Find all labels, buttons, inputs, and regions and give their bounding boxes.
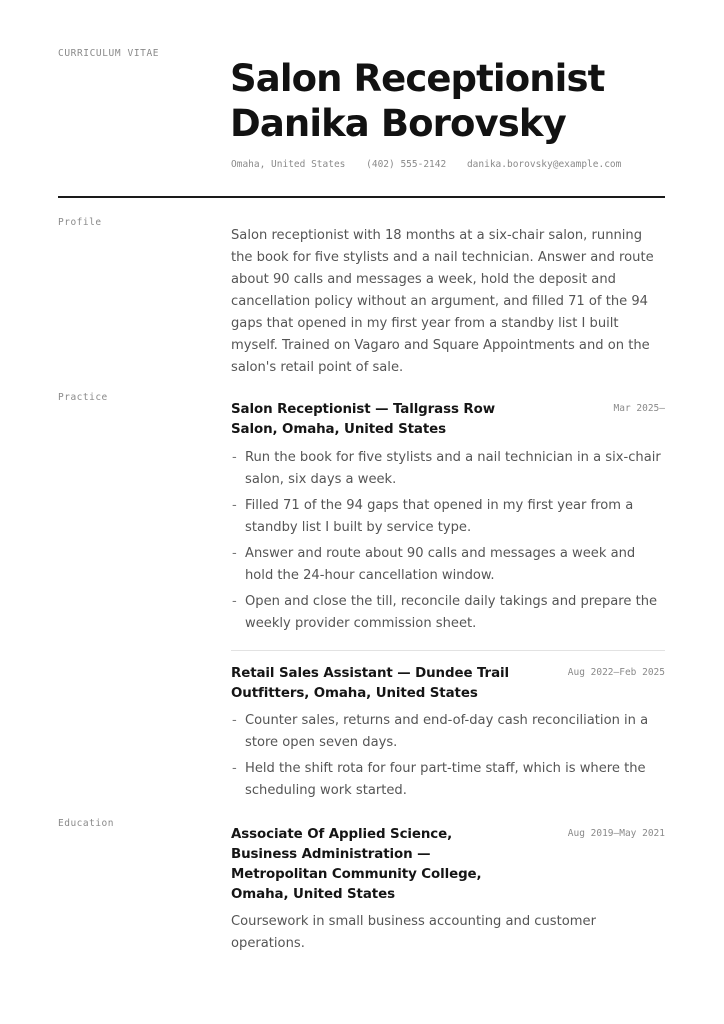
entry-divider: [231, 650, 665, 651]
contact-phone: (402) 555-2142: [366, 159, 447, 170]
list-item: - Open and close the till, reconcile daily takings and prepare the weekly provider commission sheet.: [231, 591, 665, 635]
experience-bullets: [231, 447, 665, 639]
list-item: - Filled 71 of the 94 gaps that opened in my first year from a standby list I built by service type.: [231, 495, 665, 539]
header-divider: [58, 196, 665, 198]
title-name: Danika Borovsky: [230, 102, 566, 145]
list-item: - Run the book for five stylists and a nail technician in a six-chair salon, six days a week.: [231, 447, 665, 491]
education-entry: [231, 825, 665, 905]
section-label-profile: Profile: [58, 217, 102, 228]
profile-text: Salon receptionist with 18 months at a six-chair salon, running the book for five stylists and a nail technician. Answer and route about 90 calls and messages a week, hold the deposit and cancellation policy without an argument, and filled 71 of the 94 gaps that opened in my first year from a standby list I built myself. Trained on Vagaro and Square Appointments and on the salon's retail point of sale.: [231, 228, 654, 375]
list-item: - Held the shift rota for four part-time staff, which is where the scheduling work started.: [231, 758, 665, 802]
experience-bullets: [231, 710, 665, 806]
cv-kicker: CURRICULUM VITAE: [58, 48, 160, 59]
section-label-education: Education: [58, 818, 114, 829]
experience-entry-2: [231, 664, 665, 704]
contact-email: danika.borovsky@example.com: [466, 159, 622, 170]
section-label-practice: Practice: [58, 392, 108, 403]
page-title: [230, 56, 604, 146]
education-date: Aug 2019–May 2021: [567, 828, 665, 839]
contact-location: Omaha, United States: [231, 159, 346, 170]
experience-role: Retail Sales Assistant — Dundee Trail Outfitters, Omaha, United States: [231, 666, 509, 701]
experience-date: Aug 2022–Feb 2025: [567, 667, 665, 678]
list-item: - Answer and route about 90 calls and messages a week and hold the 24-hour cancellation window.: [231, 543, 665, 587]
experience-date: Mar 2025–: [613, 403, 665, 414]
education-note: Coursework in small business accounting and customer operations.: [231, 914, 596, 951]
title-role: Salon Receptionist: [230, 57, 605, 100]
contact-line: [231, 159, 636, 170]
experience-entry-1: [231, 400, 665, 440]
education-degree: Associate Of Applied Science, Business Administration — Metropolitan Community College, Omaha, United States: [231, 827, 482, 902]
list-item: - Counter sales, returns and end-of-day cash reconciliation in a store open seven days.: [231, 710, 665, 754]
experience-role: Salon Receptionist — Tallgrass Row Salon, Omaha, United States: [231, 402, 495, 437]
